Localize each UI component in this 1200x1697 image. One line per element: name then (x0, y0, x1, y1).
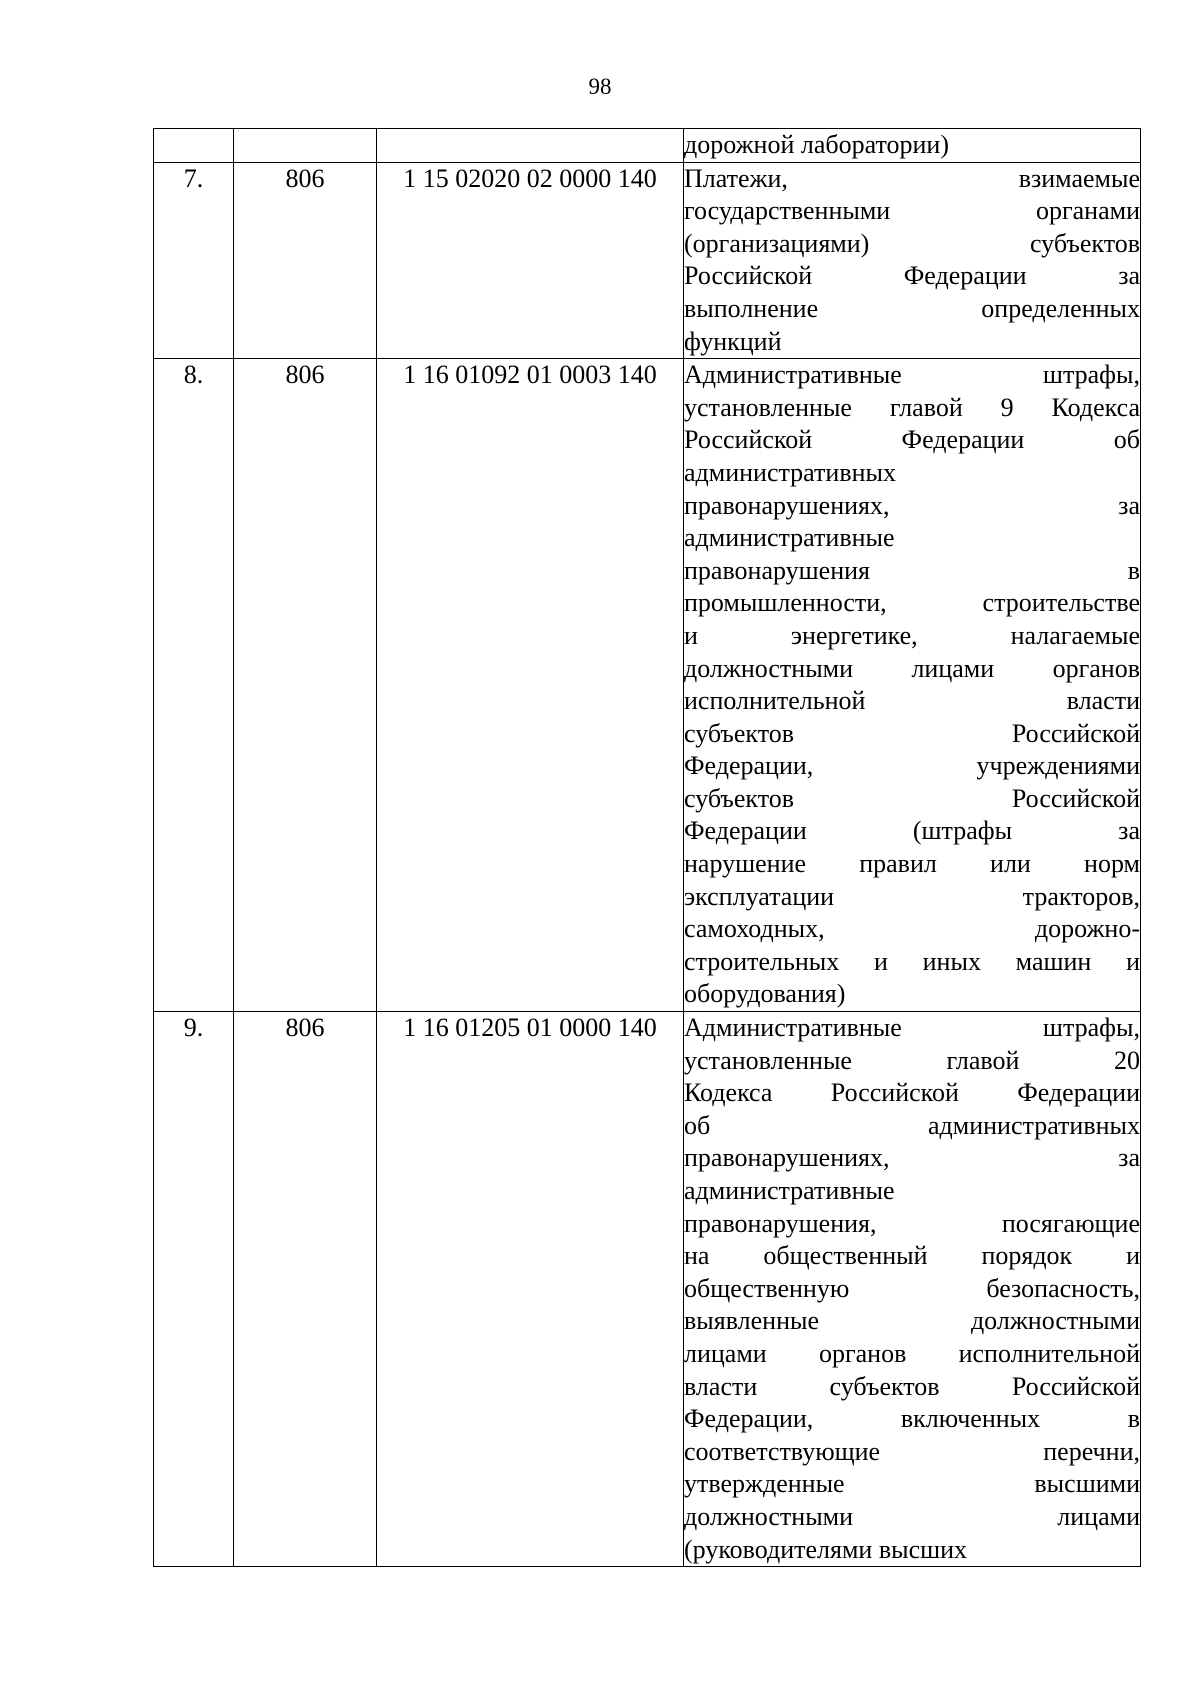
revenue-description-cell (684, 129, 1141, 163)
description-line: выявленные должностными (684, 1306, 1140, 1336)
administrator-code-cell: 806 (234, 359, 377, 1012)
description-line: эксплуатации тракторов, (684, 881, 1140, 911)
revenue-description-cell (684, 162, 1141, 359)
description-line: Федерации, включенных в (684, 1404, 1140, 1434)
description-line: правонарушения, посягающие (684, 1208, 1140, 1238)
description-line: Административные штрафы, (684, 360, 1140, 390)
description-line: власти субъектов Российской (684, 1371, 1140, 1401)
description-line: (организациями) субъектов (684, 228, 1140, 258)
description-line: правонарушения в (684, 555, 1140, 585)
description-line: исполнительной власти (684, 686, 1140, 716)
description-line: на общественный порядок и (684, 1241, 1140, 1271)
page-number: 98 (588, 74, 612, 99)
description-line: Российской Федерации об (684, 425, 1140, 455)
description-line: выполнение определенных (684, 293, 1140, 323)
row-number-cell (154, 129, 234, 163)
row-number-cell: 7. (154, 162, 234, 359)
description-line: функций (684, 326, 782, 356)
description-line: Платежи, взимаемые (684, 163, 1140, 193)
row-number-cell: 9. (154, 1012, 234, 1567)
budget-classification-code-cell (377, 129, 684, 163)
description-line: правонарушениях, за (684, 490, 1140, 520)
description-line: субъектов Российской (684, 718, 1140, 748)
description-line: общественную безопасность, (684, 1273, 1140, 1303)
description-line: должностными лицами органов (684, 653, 1140, 683)
description-line: лицами органов исполнительной (684, 1338, 1140, 1368)
description-line: утвержденные высшими (684, 1469, 1140, 1499)
description-line: самоходных, дорожно- (684, 914, 1140, 944)
description-line: субъектов Российской (684, 783, 1140, 813)
description-line: Федерации, учреждениями (684, 751, 1140, 781)
description-line: установленные главой 20 (684, 1045, 1140, 1075)
description-line: соответствующие перечни, (684, 1436, 1140, 1466)
administrator-code-cell (234, 129, 377, 163)
table-row (154, 162, 1141, 359)
budget-classification-code-cell: 1 16 01092 01 0003 140 (377, 359, 684, 1012)
description-line: и энергетике, налагаемые (684, 620, 1140, 650)
description-line: промышленности, строительстве (684, 588, 1140, 618)
row-number-cell: 8. (154, 359, 234, 1012)
description-line: административные (684, 523, 895, 553)
description-line: государственными органами (684, 196, 1140, 226)
budget-classification-code-cell: 1 15 02020 02 0000 140 (377, 162, 684, 359)
table-row (154, 129, 1141, 163)
revenue-description-cell (684, 359, 1141, 1012)
table-row (154, 1012, 1141, 1567)
description-line: Федерации (штрафы за (684, 816, 1140, 846)
description-line: дорожной лаборатории) (684, 130, 949, 159)
description-line: Административные штрафы, (684, 1013, 1140, 1043)
description-line: (руководителями высших (684, 1534, 968, 1564)
table-row (154, 359, 1141, 1012)
description-line: об административных (684, 1110, 1140, 1140)
administrator-code-cell: 806 (234, 1012, 377, 1567)
description-line: установленные главой 9 Кодекса (684, 392, 1140, 422)
description-line: строительных и иных машин и (684, 946, 1140, 976)
budget-classification-code-cell: 1 16 01205 01 0000 140 (377, 1012, 684, 1567)
budget-codes-table (153, 128, 1141, 1567)
description-line: Кодекса Российской Федерации (684, 1078, 1140, 1108)
description-line: правонарушениях, за (684, 1143, 1140, 1173)
table-body (154, 129, 1141, 1567)
description-line: Российской Федерации за (684, 261, 1140, 291)
description-line: должностными лицами (684, 1501, 1140, 1531)
revenue-description-cell (684, 1012, 1141, 1567)
description-line: административных (684, 457, 896, 487)
description-line: административные (684, 1176, 895, 1205)
administrator-code-cell: 806 (234, 162, 377, 359)
description-line: оборудования) (684, 979, 846, 1009)
description-line: нарушение правил или норм (684, 849, 1140, 879)
